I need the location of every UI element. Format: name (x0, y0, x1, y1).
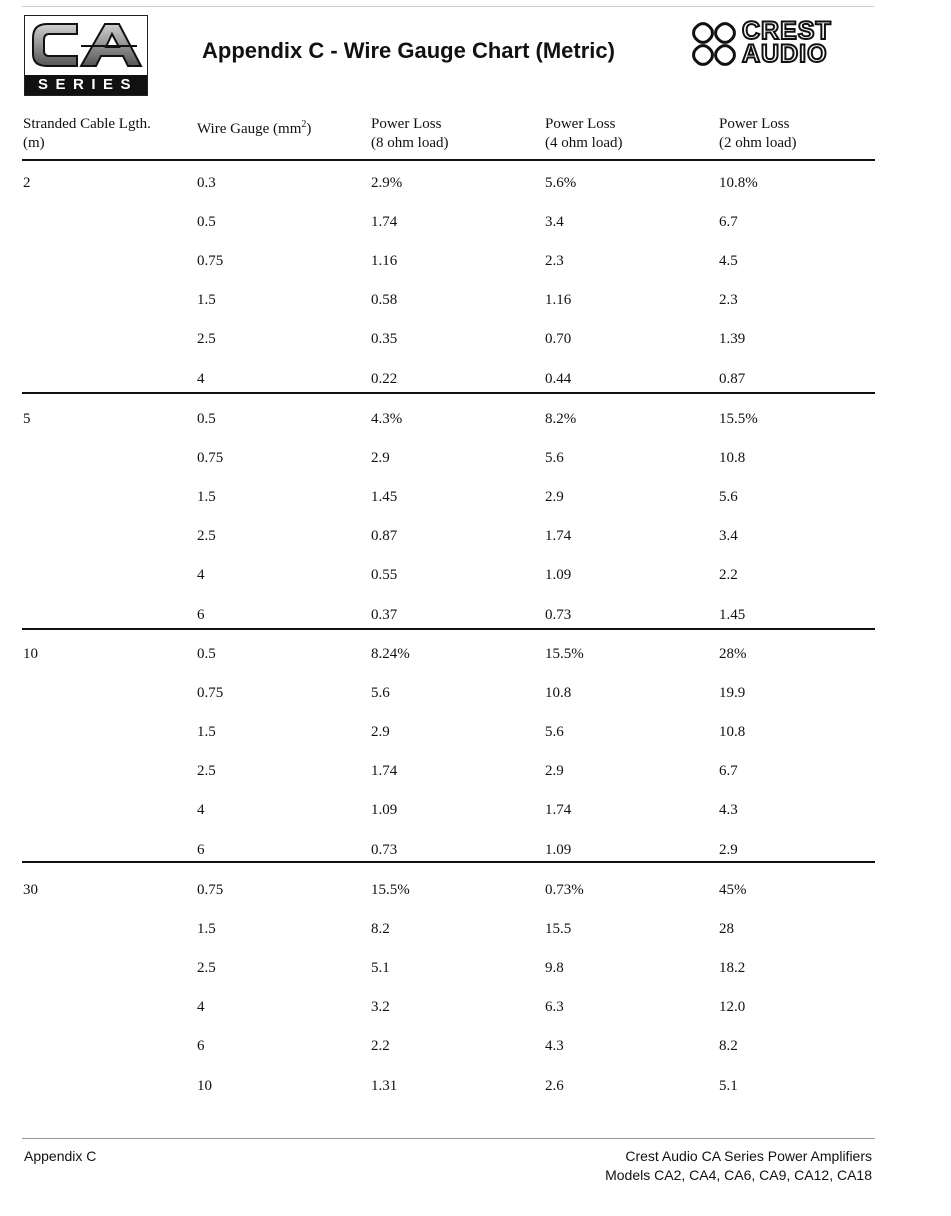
table-row (0, 998, 951, 1018)
footer-right-line1: Crest Audio CA Series Power Amplifiers (625, 1148, 872, 1164)
table-row (0, 920, 951, 940)
table-row (0, 213, 951, 233)
power-loss-4ohm-cell: 2.9 (545, 763, 564, 779)
power-loss-2ohm-cell: 6.7 (719, 214, 738, 230)
power-loss-4ohm-cell: 1.16 (545, 292, 572, 308)
table-row (0, 881, 951, 901)
cable-length-cell: 2 (23, 175, 31, 191)
cable-length-cell: 5 (23, 411, 31, 427)
table-row (0, 488, 951, 508)
power-loss-8ohm-cell: 1.16 (371, 253, 398, 269)
page-title: Appendix C - Wire Gauge Chart (Metric) (202, 38, 615, 63)
table-row (0, 801, 951, 821)
cable-length-cell: 30 (23, 882, 38, 898)
power-loss-8ohm-cell: 8.24% (371, 646, 410, 662)
power-loss-4ohm-cell: 15.5% (545, 646, 584, 662)
power-loss-4ohm-cell: 5.6 (545, 450, 564, 466)
power-loss-8ohm-cell: 1.74 (371, 763, 398, 779)
power-loss-4ohm-cell: 15.5 (545, 921, 572, 937)
cable-length-cell: 10 (23, 646, 38, 662)
table-row (0, 449, 951, 469)
wire-gauge-cell: 0.75 (197, 253, 224, 269)
power-loss-2ohm-cell: 1.39 (719, 331, 746, 347)
series-label: SERIES (25, 75, 147, 95)
table-row (0, 959, 951, 979)
power-loss-8ohm-cell: 0.35 (371, 331, 398, 347)
table-row (0, 370, 951, 390)
power-loss-2ohm-cell: 6.7 (719, 763, 738, 779)
wire-gauge-cell: 2.5 (197, 763, 216, 779)
wire-gauge-cell: 2.5 (197, 331, 216, 347)
wire-gauge-cell: 2.5 (197, 960, 216, 976)
crest-audio-logo (690, 18, 876, 70)
wire-gauge-cell: 6 (197, 842, 205, 858)
power-loss-8ohm-cell: 2.9 (371, 724, 390, 740)
header-wire-gauge-text: Wire Gauge (mm (197, 121, 302, 137)
power-loss-4ohm-cell: 4.3 (545, 1038, 564, 1054)
header-wire-gauge-close: ) (306, 121, 312, 137)
wire-gauge-cell: 4 (197, 371, 205, 387)
footer-right-line2: Models CA2, CA4, CA6, CA9, CA12, CA18 (605, 1167, 872, 1183)
group-rule (22, 628, 875, 630)
table-row (0, 527, 951, 547)
power-loss-8ohm-cell: 4.3% (371, 411, 403, 427)
table-row (0, 762, 951, 782)
footer-left: Appendix C (24, 1148, 97, 1164)
wire-gauge-cell: 0.5 (197, 411, 216, 427)
wire-gauge-cell: 6 (197, 607, 205, 623)
wire-gauge-cell: 4 (197, 567, 205, 583)
header-power-loss-4ohm (545, 115, 622, 153)
power-loss-2ohm-cell: 4.5 (719, 253, 738, 269)
power-loss-2ohm-cell: 0.87 (719, 371, 746, 387)
table-row (0, 174, 951, 194)
brand-crest: CREST (742, 17, 832, 45)
table-row (0, 566, 951, 586)
header-cable-length-line1: Stranded Cable Lgth. (23, 116, 151, 132)
brand-audio: AUDIO (742, 40, 828, 68)
table-row (0, 330, 951, 350)
power-loss-8ohm-cell: 8.2 (371, 921, 390, 937)
header-2ohm-line1: Power Loss (719, 116, 790, 132)
power-loss-8ohm-cell: 2.9% (371, 175, 403, 191)
footer-rule (22, 1138, 875, 1139)
power-loss-4ohm-cell: 10.8 (545, 685, 572, 701)
header-power-loss-8ohm (371, 115, 448, 153)
power-loss-2ohm-cell: 10.8 (719, 724, 746, 740)
header-rule (22, 159, 875, 161)
power-loss-4ohm-cell: 0.73 (545, 607, 572, 623)
power-loss-4ohm-cell: 8.2% (545, 411, 577, 427)
power-loss-8ohm-cell: 1.31 (371, 1078, 398, 1094)
footer-right (605, 1147, 872, 1185)
header-4ohm-line2: (4 ohm load) (545, 135, 623, 151)
table-row (0, 252, 951, 272)
power-loss-8ohm-cell: 5.6 (371, 685, 390, 701)
power-loss-2ohm-cell: 3.4 (719, 528, 738, 544)
header-cable-length (23, 115, 151, 153)
power-loss-8ohm-cell: 1.74 (371, 214, 398, 230)
power-loss-8ohm-cell: 2.2 (371, 1038, 390, 1054)
power-loss-4ohm-cell: 3.4 (545, 214, 564, 230)
wire-gauge-cell: 0.75 (197, 882, 224, 898)
power-loss-2ohm-cell: 2.9 (719, 842, 738, 858)
power-loss-8ohm-cell: 1.09 (371, 802, 398, 818)
power-loss-2ohm-cell: 19.9 (719, 685, 746, 701)
power-loss-2ohm-cell: 28% (719, 646, 747, 662)
wire-gauge-cell: 0.5 (197, 646, 216, 662)
power-loss-4ohm-cell: 5.6 (545, 724, 564, 740)
power-loss-4ohm-cell: 0.44 (545, 371, 572, 387)
power-loss-4ohm-cell: 1.09 (545, 842, 572, 858)
power-loss-2ohm-cell: 10.8 (719, 450, 746, 466)
power-loss-8ohm-cell: 5.1 (371, 960, 390, 976)
power-loss-8ohm-cell: 0.58 (371, 292, 398, 308)
header-wire-gauge (197, 115, 311, 139)
wire-gauge-cell: 10 (197, 1078, 212, 1094)
power-loss-4ohm-cell: 2.9 (545, 489, 564, 505)
power-loss-2ohm-cell: 4.3 (719, 802, 738, 818)
wire-gauge-cell: 1.5 (197, 724, 216, 740)
power-loss-8ohm-cell: 15.5% (371, 882, 410, 898)
crest-knot-icon (690, 20, 740, 68)
power-loss-8ohm-cell: 2.9 (371, 450, 390, 466)
table-row (0, 1077, 951, 1097)
wire-gauge-cell: 0.75 (197, 685, 224, 701)
power-loss-4ohm-cell: 2.6 (545, 1078, 564, 1094)
table-row (0, 410, 951, 430)
table-row (0, 606, 951, 626)
ca-logo-mark (25, 16, 147, 74)
power-loss-4ohm-cell: 5.6% (545, 175, 577, 191)
power-loss-8ohm-cell: 0.73 (371, 842, 398, 858)
power-loss-4ohm-cell: 9.8 (545, 960, 564, 976)
wire-gauge-cell: 1.5 (197, 489, 216, 505)
power-loss-2ohm-cell: 10.8% (719, 175, 758, 191)
power-loss-8ohm-cell: 0.87 (371, 528, 398, 544)
table-row (0, 723, 951, 743)
power-loss-4ohm-cell: 1.74 (545, 802, 572, 818)
power-loss-4ohm-cell: 6.3 (545, 999, 564, 1015)
table-row (0, 645, 951, 665)
wire-gauge-cell: 6 (197, 1038, 205, 1054)
power-loss-8ohm-cell: 1.45 (371, 489, 398, 505)
header-power-loss-2ohm (719, 115, 796, 153)
power-loss-2ohm-cell: 28 (719, 921, 734, 937)
power-loss-8ohm-cell: 0.55 (371, 567, 398, 583)
wire-gauge-cell: 1.5 (197, 292, 216, 308)
table-row (0, 684, 951, 704)
power-loss-2ohm-cell: 2.3 (719, 292, 738, 308)
header-4ohm-line1: Power Loss (545, 116, 616, 132)
group-rule (22, 392, 875, 394)
table-row (0, 291, 951, 311)
power-loss-8ohm-cell: 0.22 (371, 371, 398, 387)
power-loss-4ohm-cell: 2.3 (545, 253, 564, 269)
wire-gauge-cell: 0.3 (197, 175, 216, 191)
table-row (0, 1037, 951, 1057)
ca-series-logo (24, 15, 148, 96)
header-8ohm-line1: Power Loss (371, 116, 442, 132)
power-loss-2ohm-cell: 5.1 (719, 1078, 738, 1094)
wire-gauge-cell: 1.5 (197, 921, 216, 937)
wire-gauge-cell: 4 (197, 999, 205, 1015)
power-loss-4ohm-cell: 0.73% (545, 882, 584, 898)
power-loss-2ohm-cell: 12.0 (719, 999, 746, 1015)
power-loss-8ohm-cell: 3.2 (371, 999, 390, 1015)
header-8ohm-line2: (8 ohm load) (371, 135, 449, 151)
group-rule (22, 861, 875, 863)
power-loss-4ohm-cell: 0.70 (545, 331, 572, 347)
header-cable-length-line2: (m) (23, 135, 45, 151)
wire-gauge-cell: 0.5 (197, 214, 216, 230)
power-loss-2ohm-cell: 8.2 (719, 1038, 738, 1054)
power-loss-2ohm-cell: 45% (719, 882, 747, 898)
power-loss-2ohm-cell: 5.6 (719, 489, 738, 505)
power-loss-2ohm-cell: 1.45 (719, 607, 746, 623)
wire-gauge-cell: 0.75 (197, 450, 224, 466)
power-loss-4ohm-cell: 1.09 (545, 567, 572, 583)
power-loss-2ohm-cell: 2.2 (719, 567, 738, 583)
power-loss-2ohm-cell: 15.5% (719, 411, 758, 427)
power-loss-2ohm-cell: 18.2 (719, 960, 746, 976)
power-loss-8ohm-cell: 0.37 (371, 607, 398, 623)
header-2ohm-line2: (2 ohm load) (719, 135, 797, 151)
header-wire-gauge-sup: 2 (301, 119, 307, 130)
wire-gauge-cell: 2.5 (197, 528, 216, 544)
wire-gauge-cell: 4 (197, 802, 205, 818)
table-row (0, 841, 951, 861)
power-loss-4ohm-cell: 1.74 (545, 528, 572, 544)
top-rule (22, 6, 874, 7)
